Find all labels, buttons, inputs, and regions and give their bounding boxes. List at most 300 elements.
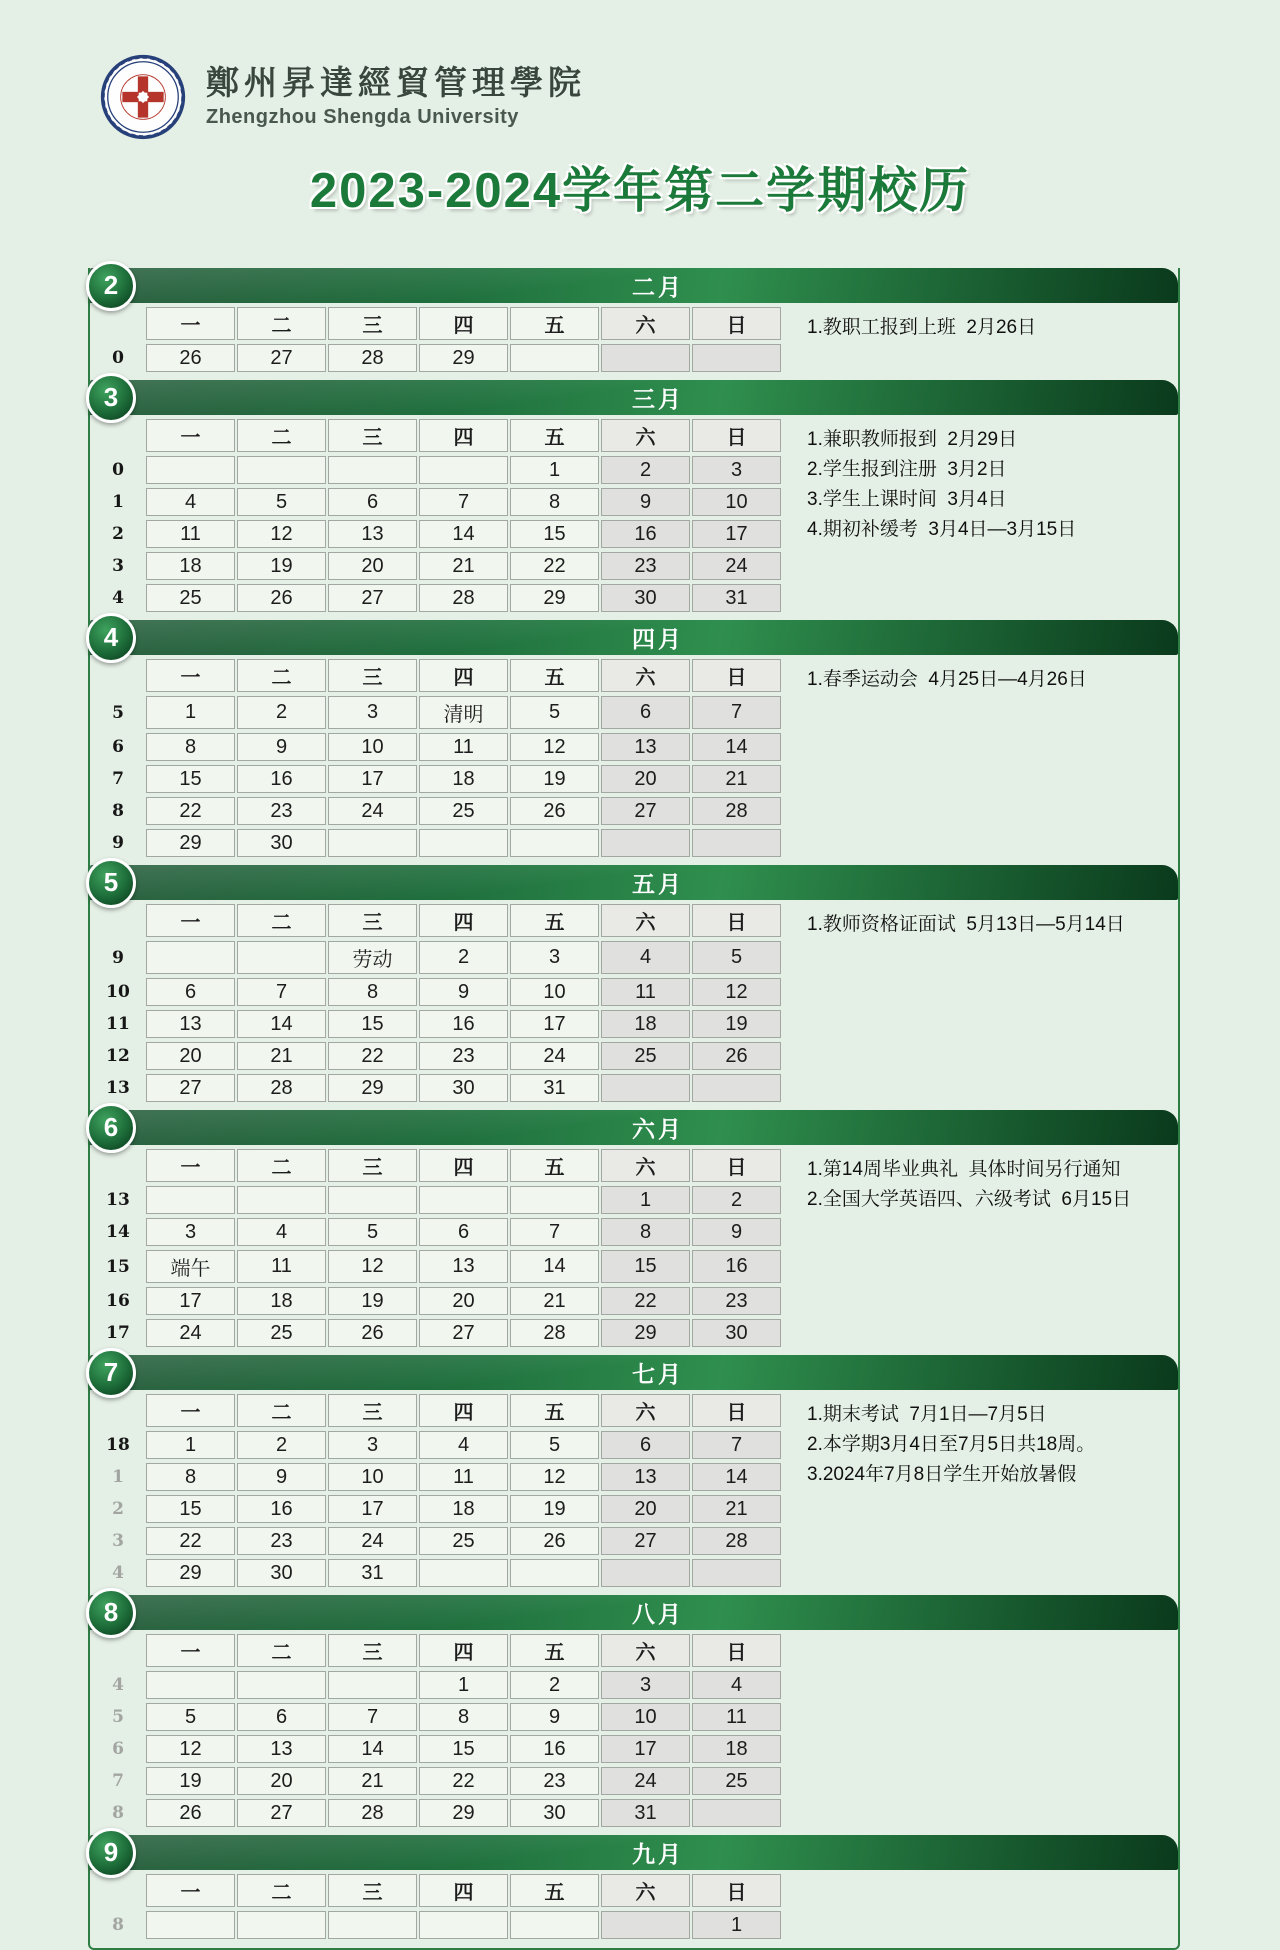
week-row [92,1767,781,1795]
day-cell [510,829,599,857]
day-cell: 3 [146,1218,235,1246]
week-row [92,765,781,793]
month-banner [90,1355,1178,1390]
day-cell: 9 [692,1218,781,1246]
day-cell: 23 [692,1287,781,1315]
day-cell: 21 [237,1042,326,1070]
day-header: 三 [328,904,417,937]
day-cell: 26 [237,584,326,612]
day-header: 五 [510,904,599,937]
day-cell: 18 [419,1495,508,1523]
page-title: 2023-2024学年第二学期校历 [309,164,971,218]
month-title: 三月 [632,386,684,412]
week-row [92,1799,781,1827]
day-cell: 22 [419,1767,508,1795]
day-cell: 18 [146,552,235,580]
week-number: 7 [112,1771,124,1791]
weekday-header-row [92,659,781,692]
day-header: 四 [419,419,508,452]
day-cell: 14 [237,1010,326,1038]
week-number-header [92,307,144,340]
day-header: 日 [692,904,781,937]
day-cell: 11 [692,1703,781,1731]
month-body [90,900,1178,1106]
day-header: 六 [601,904,690,937]
day-cell [328,829,417,857]
day-cell: 22 [510,552,599,580]
week-number: 2 [112,524,124,544]
week-row [92,1042,781,1070]
day-cell: 4 [237,1218,326,1246]
month-notes [807,1390,1095,1490]
day-cell [237,1186,326,1214]
day-cell: 5 [510,696,599,729]
day-header: 六 [601,659,690,692]
day-cell: 24 [601,1767,690,1795]
day-cell: 28 [692,1527,781,1555]
day-cell: 26 [692,1042,781,1070]
day-cell [146,941,235,974]
note-item: 1.春季运动会 4月25日—4月26日 [807,669,1087,690]
month-banner [90,268,1178,303]
note-item: 2.学生报到注册 3月2日 [807,459,1007,480]
week-number: 7 [112,769,124,789]
day-cell: 13 [601,733,690,761]
day-header: 五 [510,1874,599,1907]
day-cell: 26 [146,1799,235,1827]
week-number: 14 [106,1222,130,1242]
day-cell: 29 [419,1799,508,1827]
day-cell: 15 [419,1735,508,1763]
day-cell: 25 [601,1042,690,1070]
day-cell: 24 [328,1527,417,1555]
day-header: 日 [692,1874,781,1907]
week-number: 3 [112,1531,124,1551]
month-section [90,268,1178,376]
week-row [92,1671,781,1699]
calendar-table [90,415,783,616]
day-header: 日 [692,659,781,692]
week-number: 9 [112,947,124,968]
day-cell: 2 [237,696,326,729]
day-cell: 16 [237,765,326,793]
month-body [90,415,1178,616]
day-cell: 9 [510,1703,599,1731]
month-body [90,655,1178,861]
week-number: 8 [112,801,124,821]
day-cell: 28 [328,1799,417,1827]
month-body [90,1870,1178,1943]
day-header: 五 [510,419,599,452]
day-header: 二 [237,904,326,937]
week-number: 4 [112,1563,124,1583]
day-header: 一 [146,659,235,692]
day-cell: 10 [328,733,417,761]
week-row [92,584,781,612]
day-header: 六 [601,307,690,340]
day-cell: 24 [328,797,417,825]
day-cell: 14 [692,733,781,761]
week-row [92,552,781,580]
day-header: 六 [601,1874,690,1907]
day-cell: 3 [692,456,781,484]
day-cell: 11 [237,1250,326,1283]
week-number: 3 [112,556,124,576]
day-cell: 27 [237,1799,326,1827]
day-cell [601,829,690,857]
month-banner [90,380,1178,415]
day-cell [692,1074,781,1102]
note-item: 4.期初补缓考 3月4日—3月15日 [807,519,1077,540]
day-cell: 17 [510,1010,599,1038]
day-cell: 17 [601,1735,690,1763]
day-cell: 4 [692,1671,781,1699]
day-cell: 27 [601,1527,690,1555]
week-row [92,1319,781,1347]
week-row [92,1431,781,1459]
week-number: 17 [106,1323,130,1343]
month-section [90,1835,1178,1943]
day-cell: 2 [692,1186,781,1214]
week-number-header [92,904,144,937]
calendar-frame [88,268,1180,1950]
day-header: 一 [146,1634,235,1667]
month-badge: 3 [86,373,136,423]
calendar-table [90,655,783,861]
day-cell: 16 [419,1010,508,1038]
day-cell: 22 [328,1042,417,1070]
week-row [92,520,781,548]
day-cell: 27 [328,584,417,612]
month-title: 九月 [632,1841,684,1867]
month-badge: 4 [86,613,136,663]
week-row [92,1250,781,1283]
week-row [92,1186,781,1214]
week-number: 8 [112,1803,124,1823]
day-header: 二 [237,1394,326,1427]
day-cell: 7 [692,1431,781,1459]
day-cell [146,1671,235,1699]
day-cell: 15 [601,1250,690,1283]
day-cell: 27 [601,797,690,825]
calendar-table [90,1630,783,1831]
week-row [92,696,781,729]
week-number: 2 [112,1499,124,1519]
day-header: 四 [419,1394,508,1427]
day-cell: 19 [328,1287,417,1315]
day-cell: 18 [419,765,508,793]
day-cell: 24 [146,1319,235,1347]
week-number: 1 [112,492,124,512]
day-cell: 22 [146,1527,235,1555]
day-cell: 2 [601,456,690,484]
day-cell: 20 [146,1042,235,1070]
day-cell: 30 [692,1319,781,1347]
week-number: 10 [106,982,130,1002]
month-section [90,1355,1178,1591]
month-title: 六月 [632,1116,684,1142]
day-cell: 8 [146,1463,235,1491]
day-cell [692,1559,781,1587]
week-number: 4 [112,1675,124,1695]
day-header: 日 [692,307,781,340]
day-cell: 10 [510,978,599,1006]
day-cell: 12 [328,1250,417,1283]
day-cell: 21 [510,1287,599,1315]
day-header: 六 [601,1394,690,1427]
day-header: 一 [146,904,235,937]
month-body [90,303,1178,376]
day-cell [601,1559,690,1587]
day-cell: 劳动 [328,941,417,974]
day-cell: 6 [146,978,235,1006]
note-item: 1.期末考试 7月1日—7月5日 [807,1404,1047,1425]
day-cell: 2 [237,1431,326,1459]
day-cell: 22 [601,1287,690,1315]
month-section [90,380,1178,616]
day-header: 三 [328,307,417,340]
day-header: 一 [146,1874,235,1907]
month-banner [90,1110,1178,1145]
month-title: 四月 [632,626,684,652]
day-header: 二 [237,1874,326,1907]
day-cell: 4 [419,1431,508,1459]
month-title: 八月 [632,1601,684,1627]
month-badge: 9 [86,1828,136,1878]
day-cell [146,1911,235,1939]
day-header: 四 [419,659,508,692]
weekday-header-row [92,904,781,937]
note-item: 3.学生上课时间 3月4日 [807,489,1007,510]
day-cell [146,1186,235,1214]
day-cell: 7 [419,488,508,516]
university-name-en: Zhengzhou Shengda University [206,106,519,129]
day-cell: 12 [237,520,326,548]
day-header: 二 [237,1149,326,1182]
day-header: 六 [601,1634,690,1667]
week-row [92,1495,781,1523]
day-cell: 18 [237,1287,326,1315]
day-cell: 13 [419,1250,508,1283]
calendar-table [90,1145,783,1351]
day-cell: 18 [692,1735,781,1763]
day-cell: 16 [601,520,690,548]
day-cell: 17 [328,1495,417,1523]
day-cell: 30 [237,1559,326,1587]
university-name-zh: 鄭州昇達經貿管理學院 [206,62,586,102]
day-cell: 23 [237,1527,326,1555]
day-cell: 17 [328,765,417,793]
day-cell: 29 [419,344,508,372]
month-body [90,1630,1178,1831]
day-cell: 28 [692,797,781,825]
weekday-header-row [92,1394,781,1427]
week-number: 0 [112,460,124,480]
week-number: 16 [106,1291,130,1311]
day-cell: 20 [237,1767,326,1795]
week-number: 0 [112,348,124,368]
day-cell: 27 [419,1319,508,1347]
day-cell: 清明 [419,696,508,729]
day-cell: 31 [328,1559,417,1587]
day-cell: 7 [328,1703,417,1731]
week-row [92,1559,781,1587]
day-cell: 1 [146,1431,235,1459]
day-cell: 8 [328,978,417,1006]
day-cell: 29 [146,829,235,857]
week-row [92,1703,781,1731]
page-header [0,0,1280,140]
day-header: 三 [328,1634,417,1667]
month-badge: 8 [86,1588,136,1638]
day-cell [419,1911,508,1939]
day-cell: 21 [692,765,781,793]
day-cell: 14 [328,1735,417,1763]
day-header: 五 [510,1394,599,1427]
day-cell: 26 [328,1319,417,1347]
day-cell: 20 [601,765,690,793]
week-row [92,488,781,516]
day-cell: 3 [328,1431,417,1459]
day-cell [692,344,781,372]
month-badge: 5 [86,858,136,908]
day-cell: 30 [237,829,326,857]
day-header: 三 [328,1874,417,1907]
day-cell: 19 [692,1010,781,1038]
day-cell: 19 [146,1767,235,1795]
day-cell: 13 [146,1010,235,1038]
note-item: 1.教职工报到上班 2月26日 [807,317,1037,338]
week-row [92,1218,781,1246]
week-row [92,1735,781,1763]
day-cell: 20 [328,552,417,580]
day-cell [328,1186,417,1214]
month-badge: 2 [86,261,136,311]
day-cell: 12 [510,733,599,761]
day-cell: 7 [692,696,781,729]
day-cell [510,1186,599,1214]
month-badge: 7 [86,1348,136,1398]
week-row [92,456,781,484]
weekday-header-row [92,307,781,340]
day-cell: 31 [510,1074,599,1102]
day-cell: 4 [146,488,235,516]
week-number: 11 [106,1014,130,1034]
week-number-header [92,419,144,452]
day-cell: 1 [419,1671,508,1699]
day-cell: 23 [510,1767,599,1795]
week-number: 6 [112,737,124,757]
week-row [92,978,781,1006]
month-section [90,1110,1178,1351]
month-title: 二月 [632,274,684,300]
day-header: 六 [601,1149,690,1182]
day-cell: 8 [419,1703,508,1731]
day-cell: 25 [237,1319,326,1347]
day-header: 四 [419,904,508,937]
day-cell: 24 [692,552,781,580]
day-cell [419,456,508,484]
day-header: 二 [237,307,326,340]
day-cell [510,1911,599,1939]
day-cell: 28 [328,344,417,372]
day-cell: 9 [237,733,326,761]
month-notes [807,1145,1131,1215]
week-number: 8 [112,1915,124,1935]
university-seal-icon [100,54,186,140]
day-cell: 14 [692,1463,781,1491]
university-name-block [206,62,586,129]
note-item: 3.2024年7月8日学生开始放暑假 [807,1464,1077,1485]
week-number-header [92,1874,144,1907]
day-cell: 1 [510,456,599,484]
day-cell: 14 [510,1250,599,1283]
day-header: 二 [237,419,326,452]
day-header: 三 [328,1394,417,1427]
day-cell: 30 [601,584,690,612]
day-header: 四 [419,307,508,340]
day-cell: 16 [237,1495,326,1523]
day-cell [237,456,326,484]
day-cell: 30 [510,1799,599,1827]
week-row [92,1074,781,1102]
day-cell: 2 [510,1671,599,1699]
day-cell: 8 [601,1218,690,1246]
week-row [92,1287,781,1315]
note-item: 1.教师资格证面试 5月13日—5月14日 [807,914,1125,935]
day-header: 一 [146,1149,235,1182]
week-number-header [92,659,144,692]
day-cell: 11 [419,733,508,761]
week-row [92,941,781,974]
week-number: 9 [112,833,124,853]
day-cell [328,456,417,484]
day-cell: 2 [419,941,508,974]
day-header: 五 [510,1634,599,1667]
day-cell: 1 [601,1186,690,1214]
day-cell: 1 [692,1911,781,1939]
day-cell: 29 [146,1559,235,1587]
day-cell [237,1671,326,1699]
calendar-table [90,1390,783,1591]
day-cell: 3 [601,1671,690,1699]
day-cell [419,829,508,857]
month-body [90,1145,1178,1351]
day-cell: 29 [510,584,599,612]
day-cell: 28 [237,1074,326,1102]
day-cell [601,344,690,372]
day-cell [601,1911,690,1939]
day-header: 六 [601,419,690,452]
day-cell: 13 [328,520,417,548]
day-cell [328,1911,417,1939]
day-header: 二 [237,659,326,692]
day-cell: 端午 [146,1250,235,1283]
week-number: 4 [112,588,124,608]
note-item: 2.本学期3月4日至7月5日共18周。 [807,1434,1096,1455]
month-notes [807,655,1087,695]
day-cell [237,1911,326,1939]
day-cell: 27 [237,344,326,372]
day-cell: 6 [328,488,417,516]
day-cell: 11 [146,520,235,548]
month-body [90,1390,1178,1591]
week-number-header [92,1149,144,1182]
weekday-header-row [92,1874,781,1907]
day-header: 日 [692,1149,781,1182]
day-header: 五 [510,1149,599,1182]
day-cell: 14 [419,520,508,548]
